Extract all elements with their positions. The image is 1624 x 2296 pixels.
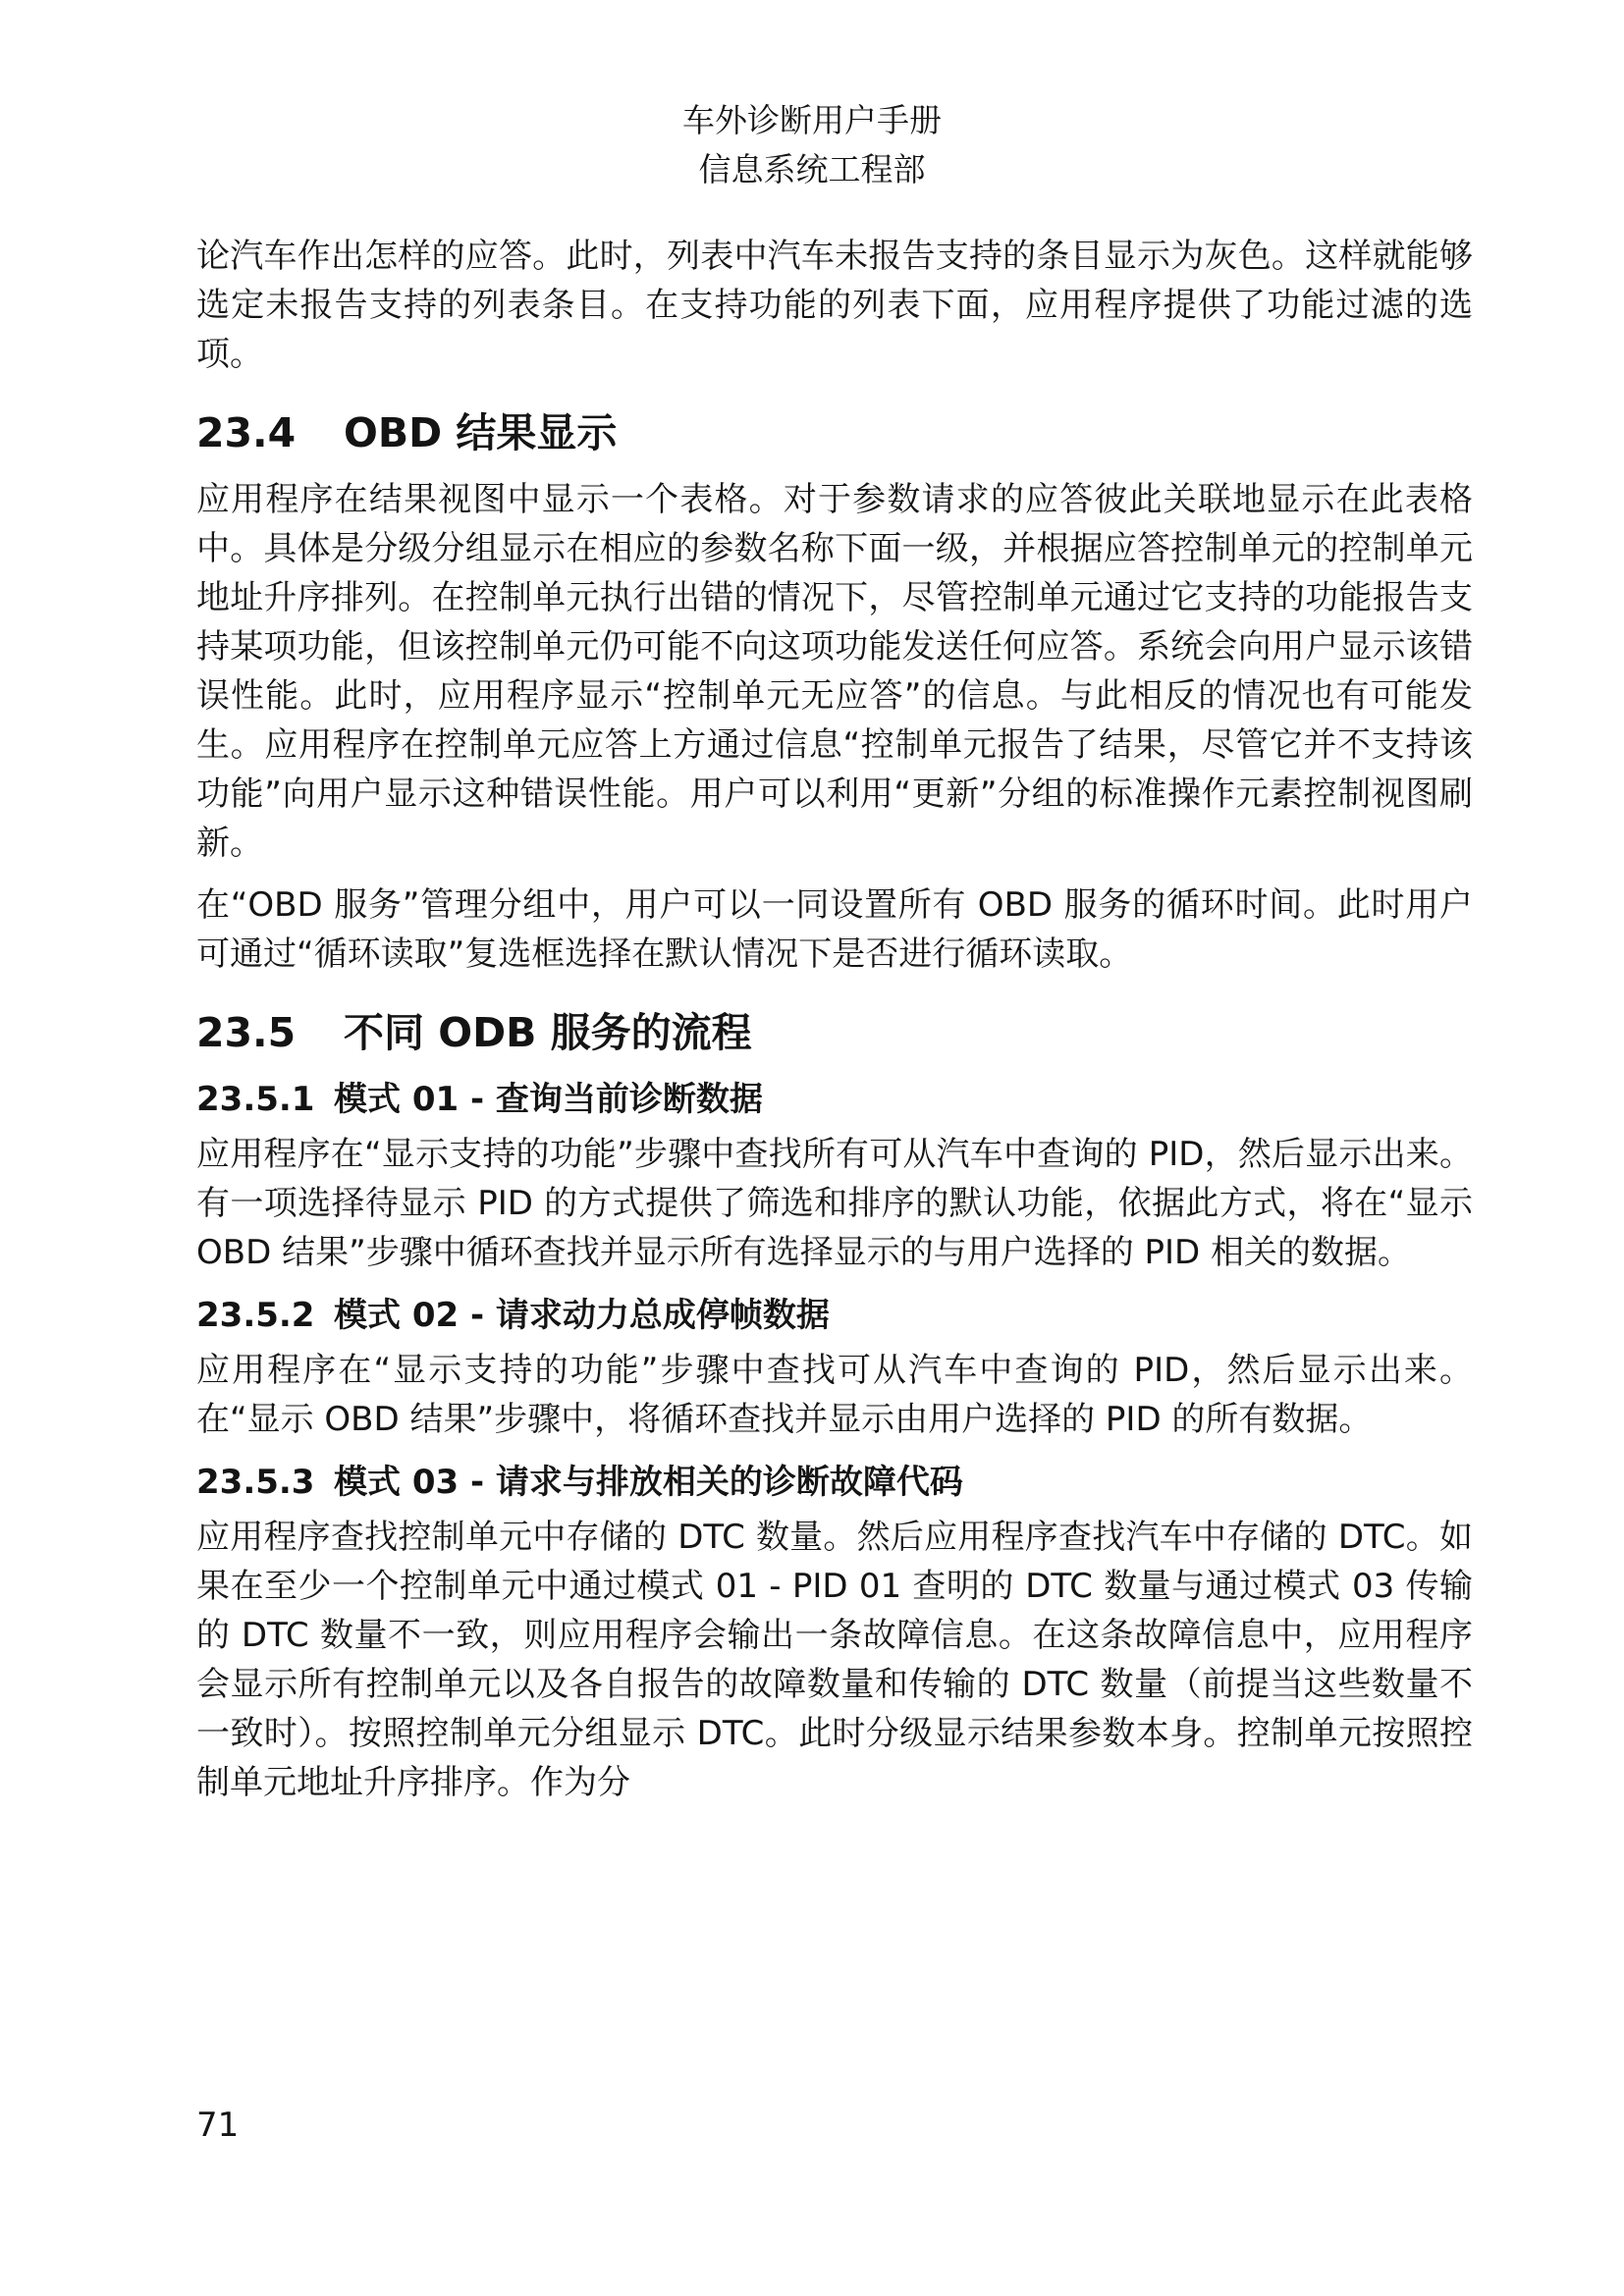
paragraph: 应用程序在“显示支持的功能”步骤中查找所有可从汽车中查询的 PID，然后显示出来。有一项选择待显示 PID 的方式提供了筛选和排序的默认功能，依据此方式，将在“显示 OBD 结果”步骤中循环查找并显示所有选择显示的与用户选择的 PID 相关的数据。 xyxy=(196,1135,1473,1272)
section-title: OBD 结果显示 xyxy=(344,409,618,456)
subsection-number: 23.5.1 xyxy=(196,1080,315,1119)
page-content xyxy=(196,232,1473,1820)
paragraph-continued: 论汽车作出怎样的应答。此时，列表中汽车未报告支持的条目显示为灰色。这样就能够选定未报告支持的列表条目。在支持功能的列表下面，应用程序提供了功能过滤的选项。 xyxy=(196,237,1473,374)
section-heading-23-5 xyxy=(196,1004,1473,1061)
paragraph: 应用程序在结果视图中显示一个表格。对于参数请求的应答彼此关联地显示在此表格中。具体是分级分组显示在相应的参数名称下面一级，并根据应答控制单元的控制单元地址升序排列。在控制单元执行出错的情况下，尽管控制单元通过它支持的功能报告支持某项功能，但该控制单元仍可能不向这项功能发送任何应答。系统会向用户显示该错误性能。此时，应用程序显示“控制单元无应答”的信息。与此相反的情况也有可能发生。应用程序在控制单元应答上方通过信息“控制单元报告了结果，尽管它并不支持该功能”向用户显示这种错误性能。用户可以利用“更新”分组的标准操作元素控制视图刷新。 xyxy=(196,480,1473,863)
subsection-title: 模式 02 - 请求动力总成停帧数据 xyxy=(334,1296,830,1335)
header-department: 信息系统工程部 xyxy=(698,150,926,188)
paragraph: 在“OBD 服务”管理分组中，用户可以一同设置所有 OBD 服务的循环时间。此时用户可通过“循环读取”复选框选择在默认情况下是否进行循环读取。 xyxy=(196,885,1473,974)
section-number: 23.5 xyxy=(196,1009,297,1056)
subsection-heading-23-5-2 xyxy=(196,1291,1473,1340)
section-heading-23-4 xyxy=(196,404,1473,461)
section-title: 不同 ODB 服务的流程 xyxy=(344,1009,752,1056)
header-manual-title: 车外诊断用户手册 xyxy=(682,101,942,139)
subsection-title: 模式 01 - 查询当前诊断数据 xyxy=(334,1080,763,1119)
subsection-title: 模式 03 - 请求与排放相关的诊断故障代码 xyxy=(334,1463,963,1502)
paragraph: 应用程序查找控制单元中存储的 DTC 数量。然后应用程序查找汽车中存储的 DTC。如果在至少一个控制单元中通过模式 01 - PID 01 查明的 DTC 数量与通过模式 03 传输的 DTC 数量不一致，则应用程序会输出一条故障信息。在这条故障信息中，应用程序会显示所有控制单元以及各自报告的故障数量和传输的 DTC 数量（前提当这些数量不一致时）。按照控制单元分组显示 DTC。此时分级显示结果参数本身。控制单元按照控制单元地址升序排序。作为分 xyxy=(196,1518,1473,1802)
subsection-number: 23.5.2 xyxy=(196,1296,315,1335)
paragraph: 应用程序在“显示支持的功能”步骤中查找可从汽车中查询的 PID，然后显示出来。在“显示 OBD 结果”步骤中，将循环查找并显示由用户选择的 PID 的所有数据。 xyxy=(196,1351,1473,1439)
subsection-heading-23-5-3 xyxy=(196,1458,1473,1507)
subsection-heading-23-5-1 xyxy=(196,1075,1473,1124)
page-number: 71 xyxy=(196,2106,240,2145)
section-number: 23.4 xyxy=(196,409,297,456)
subsection-number: 23.5.3 xyxy=(196,1463,315,1502)
